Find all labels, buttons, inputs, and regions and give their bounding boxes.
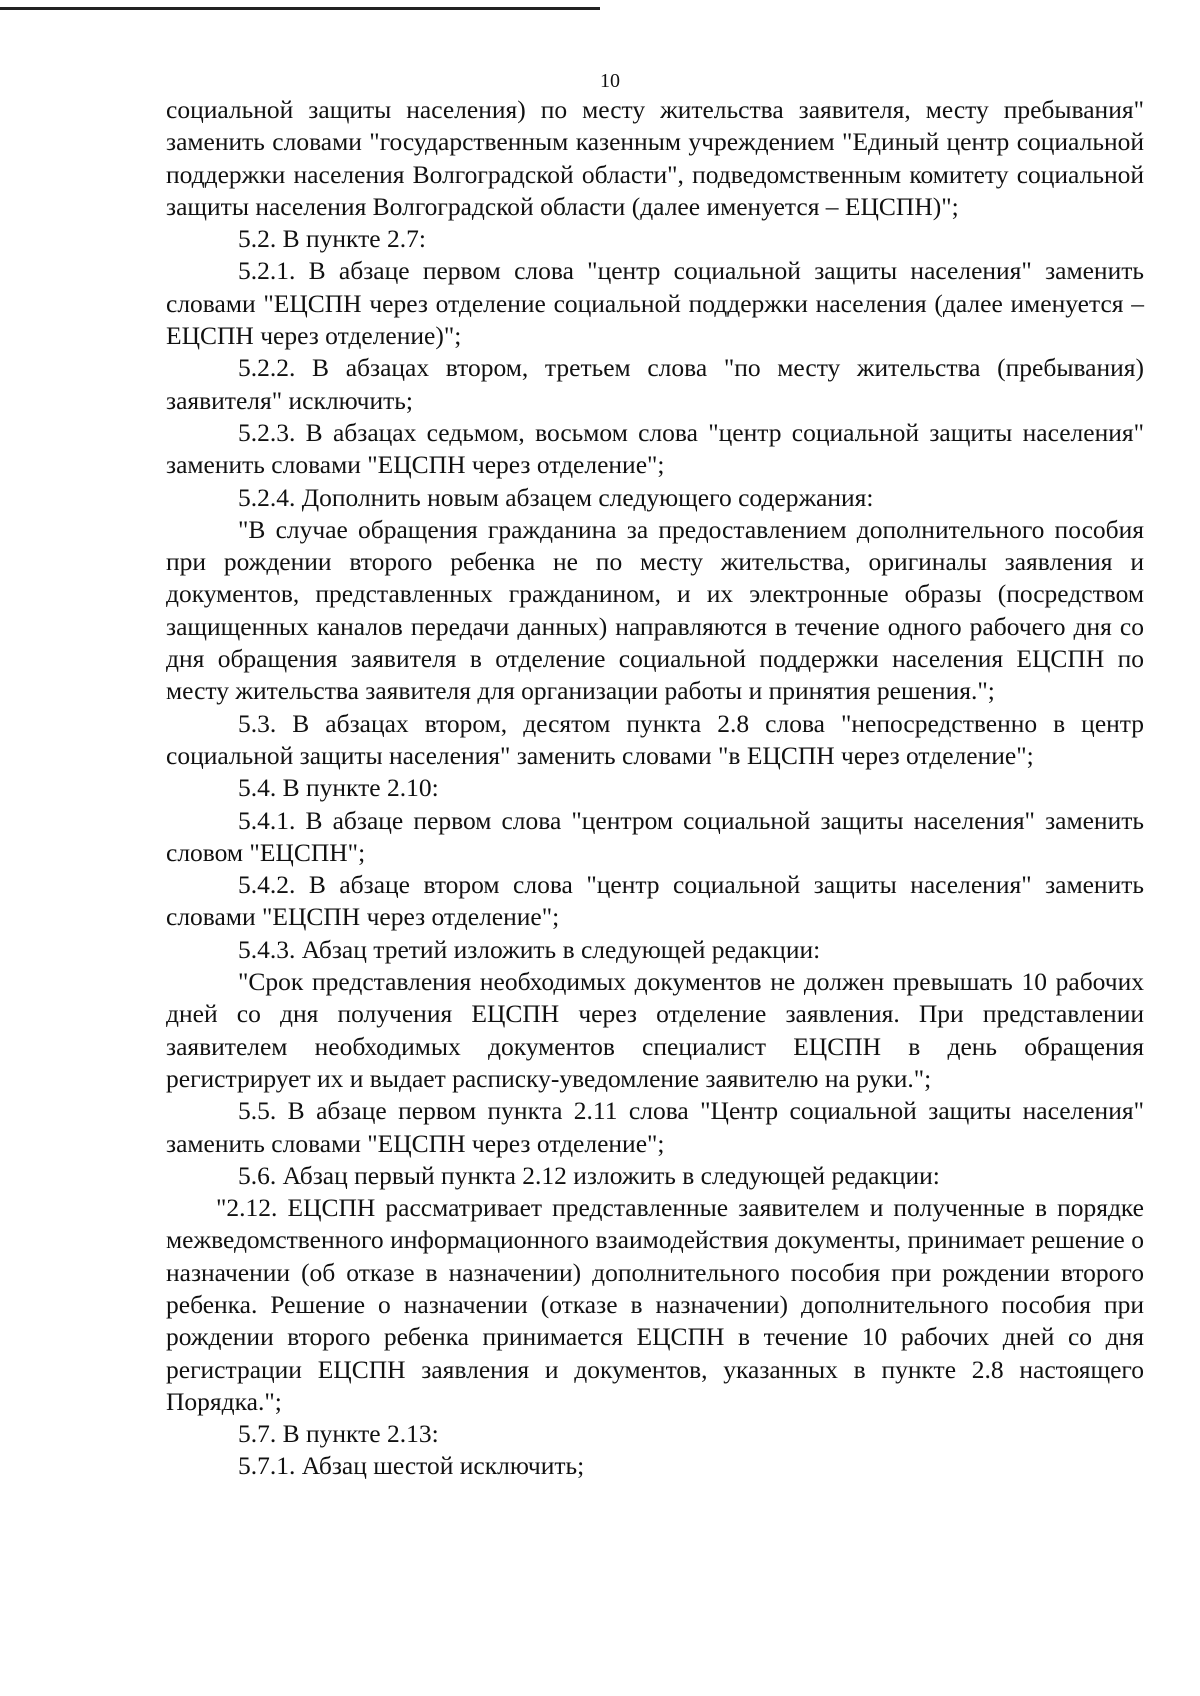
paragraph-5-4-1: 5.4.1. В абзаце первом слова "центром социальной защиты населения" заменить словом "ЕЦСПН"; bbox=[166, 805, 1144, 867]
paragraph-5-2-4-quote: "В случае обращения гражданина за предоставлением дополнительного пособия при рождении второго ребенка не по месту жительства, оригиналы заявления и документов, представленных гражданином, и их электронные образы (посредством защищенных каналов передачи данных) направляются в течение одного рабочего дня со дня обращения заявителя в отделение социальной поддержки населения ЕЦСПН по месту жительства заявителя для организации работы и принятия решения."; bbox=[166, 514, 1144, 706]
page-number: 10 bbox=[600, 70, 620, 92]
paragraph-5-2-4: 5.2.4. Дополнить новым абзацем следующего содержания: bbox=[238, 482, 874, 512]
paragraph-5-4: 5.4. В пункте 2.10: bbox=[238, 773, 439, 803]
paragraph-5-2: 5.2. В пункте 2.7: bbox=[238, 224, 426, 254]
top-rule-line bbox=[0, 7, 600, 10]
paragraph-5-4-3: 5.4.3. Абзац третий изложить в следующей редакции: bbox=[238, 934, 821, 964]
paragraph-5-5: 5.5. В абзаце первом пункта 2.11 слова "Центр социальной защиты населения" заменить словами "ЕЦСПН через отделение"; bbox=[166, 1096, 1144, 1158]
paragraph-5-2-3: 5.2.3. В абзацах седьмом, восьмом слова "центр социальной защиты населения" заменить словами "ЕЦСПН через отделение"; bbox=[166, 417, 1144, 480]
paragraph-5-2-1: 5.2.1. В абзаце первом слова "центр социальной защиты населения" заменить словами "ЕЦСПН через отделение социальной поддержки населения (далее именуется – ЕЦСПН через отделение)"; bbox=[166, 256, 1144, 351]
document-body bbox=[166, 94, 1144, 1483]
paragraph-5-6-quote: "2.12. ЕЦСПН рассматривает представленные заявителем и полученные в порядке межведомственного информационного взаимодействия документы, принимает решение о назначении (об отказе в назначении) дополнительного пособия при рождении второго ребенка. Решение о назначении (отказе в назначении) дополнительного пособия при рождении второго ребенка принимается ЕЦСПН в течение 10 рабочих дней со дня регистрации ЕЦСПН заявления и документов, указанных в пункте 2.8 настоящего Порядка."; bbox=[166, 1193, 1144, 1416]
paragraph-5-7: 5.7. В пункте 2.13: bbox=[238, 1419, 439, 1449]
paragraph-5-4-3-quote: "Срок представления необходимых документов не должен превышать 10 рабочих дней со дня получения ЕЦСПН через отделение заявления. При представлении заявителем необходимых документов специалист ЕЦСПН в день обращения регистрирует их и выдает расписку-уведомление заявителю на руки."; bbox=[166, 967, 1144, 1093]
paragraph-continuation: социальной защиты населения) по месту жительства заявителя, месту пребывания" заменить словами "государственным казенным учреждением "Единый центр социальной поддержки населения Волгоградской области", подведомственным комитету социальной защиты населения Волгоградской области (далее именуется – ЕЦСПН)"; bbox=[166, 95, 1144, 221]
paragraph-5-3: 5.3. В абзацах втором, десятом пункта 2.8 слова "непосредственно в центр социальной защиты населения" заменить словами "в ЕЦСПН через отделение"; bbox=[166, 708, 1144, 770]
paragraph-5-6: 5.6. Абзац первый пункта 2.12 изложить в следующей редакции: bbox=[238, 1160, 940, 1190]
paragraph-5-4-2: 5.4.2. В абзаце втором слова "центр социальной защиты населения" заменить словами "ЕЦСПН через отделение"; bbox=[166, 870, 1144, 932]
paragraph-5-2-2: 5.2.2. В абзацах втором, третьем слова "по месту жительства (пребывания) заявителя" исключить; bbox=[166, 353, 1144, 415]
paragraph-5-7-1: 5.7.1. Абзац шестой исключить; bbox=[238, 1451, 585, 1481]
